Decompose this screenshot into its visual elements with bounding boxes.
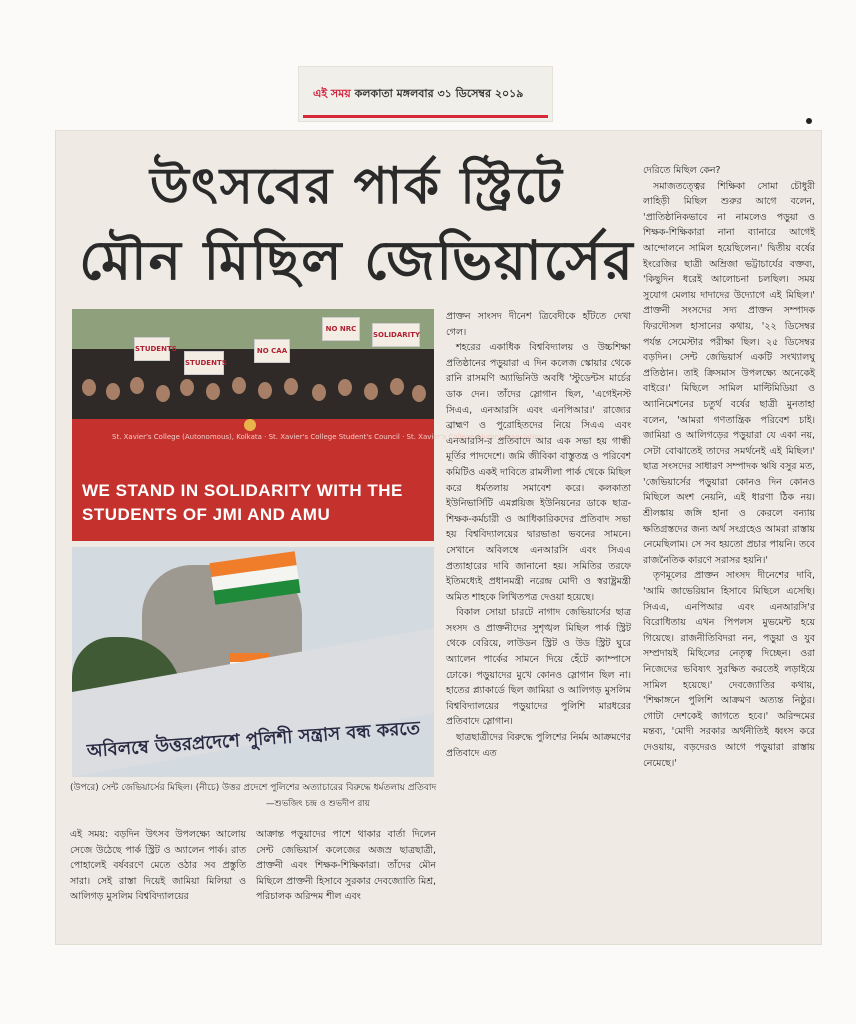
article-paragraph: বিকাল সোয়া চারটে নাগাদ জেভিয়ার্সের ছাত্র সংসদ ও প্রাক্তনীদের সুশৃঙ্খল মিছিল পার্ক স্ট্রিট থেকে বেরিয়ে, লাউডন স্ট্রিট ও উড স্ট্রিট ঘুরে অ্যালেন পার্কের সামনে দিয়ে হেঁটে ক্যাম্পাসে ঢোকে। পড়ুয়াদের মুখে কোনও স্লোগান ছিল না। হাতের প্ল্যাকার্ডে ছিল জামিয়া ও আলিগড় মুসলিম বিশ্ববিদ্যালয়ের পড়ুয়াদের পুলিশি মারধরের প্রতিবাদে স্লোগান। — [446, 607, 631, 728]
placard: NO NRC — [322, 317, 360, 341]
scan-speck — [806, 118, 812, 124]
masthead-strip — [298, 66, 553, 122]
masthead-rule — [303, 115, 548, 118]
photo1-crowd — [72, 349, 434, 424]
photo-caption: (উপরে) সেন্ট জেভিয়ার্সের মিছিল। (নীচে) উত্তর প্রদেশে পুলিশের অত্যাচারের বিরুদ্ধে ধর্মতলায় প্রতিবাদ — [70, 783, 437, 793]
article-paragraph: আক্রান্ত পড়ুয়াদের পাশে থাকার বার্তা দিলেন সেন্ট জেভিয়ার্স কলেজের অজস্র ছাত্রছাত্রী, প্রাক্তনী এবং শিক্ষক-শিক্ষিকারা। তাঁদের মৌন মিছিলে প্রাক্তনী হিসাবে সুরকার দেবজ্যোতি মিশ্র, পরিচালক অরিন্দম শীল এবং — [256, 829, 436, 903]
article-paragraph: দেরিতে মিছিল কেন? — [643, 165, 721, 176]
article-paragraph: শহরের একাধিক বিশ্ববিদ্যালয় ও উচ্চশিক্ষা প্রতিষ্ঠানের পড়ুয়ারা এ দিন কলেজ স্কোয়ার থেকে রানি রাসমণি অ্যাভিনিউ অবধি 'স্টুডেন্টস মার্চের ডাক দেন। তাঁদের স্লোগান ছিল, 'এগেইনস্ট সিএএ, এনআরসি এবং এনপিআর।' রাজ্যের ব্রাহ্মণ ও পুরোহিতদের নিয়ে সিএএ এবং এনআরসি-র প্রতিবাদে আর এক সভা হয় গান্ধী মূর্তির পাদদেশে। জমি জীবিকা বাস্তুতন্ত্র ও পরিবেশ কমিটিও একই দাবিতে রামলীলা পার্ক থেকে মিছিল করে ধর্মতলায় সমাবেশ করে। কলকাতা ইউনিভার্সিটি এমপ্লয়িজ ইউনিয়নের ডাকে ছাত্র-শিক্ষক-কর্মচারী ও আধিকারিকদের প্রতিবাদ সভা হয় বিশ্ববিদ্যালয়ের দ্বারভাঙা ভবনের সামনে। সেখানে অবিলম্বে এনআরসি এবং সিএএ প্রত্যাহারের দাবি জানানো হয়। সমিতির তরফে ইতিমধ্যেই প্রধানমন্ত্রী নরেন্দ্র মোদী ও স্বরাষ্ট্রমন্ত্রী অমিত শাহকে লিখিতপত্র দেওয়া হয়েছে। — [446, 342, 631, 603]
solidarity-banner — [72, 419, 544, 541]
placard: SOLIDARITY — [372, 323, 420, 347]
article-column-3 — [446, 309, 631, 939]
newspaper-clipping — [55, 130, 822, 945]
masthead-date: কলকাতা মঙ্গলবার ৩১ ডিসেম্বর ২০১৯ — [350, 87, 524, 100]
photo-dharmatala-protest — [72, 547, 434, 777]
article-paragraph: প্রাক্তন সাংসদ দীনেশ ত্রিবেদীকে হাঁটতে দেখা গেল। — [446, 311, 631, 338]
article-column-1 — [70, 827, 246, 942]
article-column-4 — [643, 163, 815, 941]
placard: STUDENTS — [134, 337, 170, 361]
college-crest-icon — [244, 419, 256, 431]
headline-line-2: মৌন মিছিল জেভিয়ার্সের — [79, 228, 635, 292]
photo-credit: —শুভজিৎ চন্দ্র ও শুভদীপ রায় — [266, 799, 370, 809]
placard: NO CAA — [254, 339, 290, 363]
article-paragraph: তৃণমূলের প্রাক্তন সাংসদ দীনেশের দাবি, 'আমি জাভেরিয়ান হিসাবে মিছিলে এসেছি। সিএএ, এনপিআর এবং এনআরসি'র বিরোধিতায় এখন পিপলস মুভমেন্ট হয়ে গিয়েছে। রাজনীতিবিদরা নন, পড়ুয়া ও যুব সম্প্রদায়ই মিছিলের নেতৃত্ব দিচ্ছেন। ওরা নিজেদের ভবিষ্যৎ সুরক্ষিত করতেই লড়াইয়ে সামিল হয়েছে।' দেবজ্যোতির কথায়, 'শিক্ষাঙ্গনে পুলিশি আক্রমণ অত্যন্ত নিষ্ঠুর। গোটা দেশকেই জাগতে হবে।' অরিন্দমের মন্তব্য, 'মোদী সরকার অর্থনীতিই ধ্বংস করে দেওয়ায়, বড়দেরও আগে পড়ুয়ারা রাস্তায় নেমেছে।' — [643, 570, 815, 769]
protest-banner-text: অবিলম্বে উত্তরপ্রদেশে পুলিশী সন্ত্রাস বন্ধ করতে — [86, 717, 421, 762]
masthead-dateline — [313, 85, 523, 104]
banner-college-names: St. Xavier's College (Autonomous), Kolkata · St. Xavier's College Student's Council · St. Xavier's College Alumni Association — [112, 433, 544, 441]
masthead-brand: এই সময় — [313, 87, 351, 100]
article-paragraph: সমাজতত্ত্বের শিক্ষিকা সোমা চৌধুরী লাহিড়ী মিছিল শুরুর আগে বলেন, 'প্রাতিষ্ঠানিকভাবে না নামলেও পড়ুয়া ও শিক্ষক-শিক্ষিকারা নানা ব্যানারে আগেই আন্দোলনে সামিল হয়েছিলেন।' দ্বিতীয় বর্ষের ইংরেজির ছাত্রী অম্রিজা ভট্টাচার্যের বক্তব্য, 'কিছুদিন ধরেই আলোচনা চলছিল। সময় সুযোগ মেলায় দাদাদের উদ্যোগে এই মিছিল।' প্রাক্তনী সংসদের সদ্য প্রাক্তন সম্পাদক ফিরদৌসল হাসানের কথায়, '২২ ডিসেম্বর পর্যন্ত সেমেস্টার পরীক্ষা ছিল। ২৫ ডিসেম্বর বড়দিন। সেন্ট জেভিয়ার্স একটি সংখ্যালঘু প্রতিষ্ঠান। তাই ক্রিসমাস উপলক্ষ্যে অনেকেই বাইরে।' মিছিলে সামিল মাল্টিমিডিয়া ও অ্যানিমেশনের চতুর্থ বর্ষের ছাত্রী মুনতাহা বলেন, 'আমরা গণতান্ত্রিক পরিবেশ চাই। জামিয়া ও আলিগড়ের পড়ুয়ারা যে একা নয়, সেটা বোঝাতেই তাদের সমর্থনেই এই মিছিল।' ছাত্র সংসদের সাধারণ সম্পাদক ঋষি বসুর মত, 'জেভিয়ার্সের পড়ুয়ারা কোনও দিন কোনও মিছিলে অংশ নেয়নি, এই ধারণা ঠিক নয়। শ্রীলঙ্কায় জঙ্গি হানা ও কেরলে বন্যায় ক্ষতিগ্রস্তদের জন্য অর্থ সংগ্রহেও আমরা রাস্তায় নেমেছিলাম। সে সব হয়তো প্রচার পায়নি। তবে রাজনৈতিক কারণে সরাসর হয়নি।' — [643, 180, 815, 566]
article-paragraph: এই সময়: বড়দিন উৎসব উপলক্ষ্যে আলোয় সেজে উঠেছে পার্ক স্ট্রিট ও অ্যালেন পার্ক। রাত পোহালেই বর্ষবরণে মেতে ওঠার সব প্রস্তুতি সারা। সেই রাস্তা দিয়েই জামিয়া মিলিয়া ও আলিগড় মুসলিম বিশ্ববিদ্যালয়ের — [70, 829, 246, 903]
banner-slogan: WE STAND IN SOLIDARITY WITH THE STUDENTS OF JMI AND AMU — [82, 481, 403, 524]
headline-line-1: উৎসবের পার্ক স্ট্রিটে — [150, 156, 564, 215]
article-paragraph: ছাত্রছাত্রীদের বিরুদ্ধে পুলিশের নির্মম আক্রমণের প্রতিবাদে এত — [446, 732, 631, 759]
placard: STUDENTS — [184, 351, 224, 375]
article-column-2 — [256, 827, 436, 942]
